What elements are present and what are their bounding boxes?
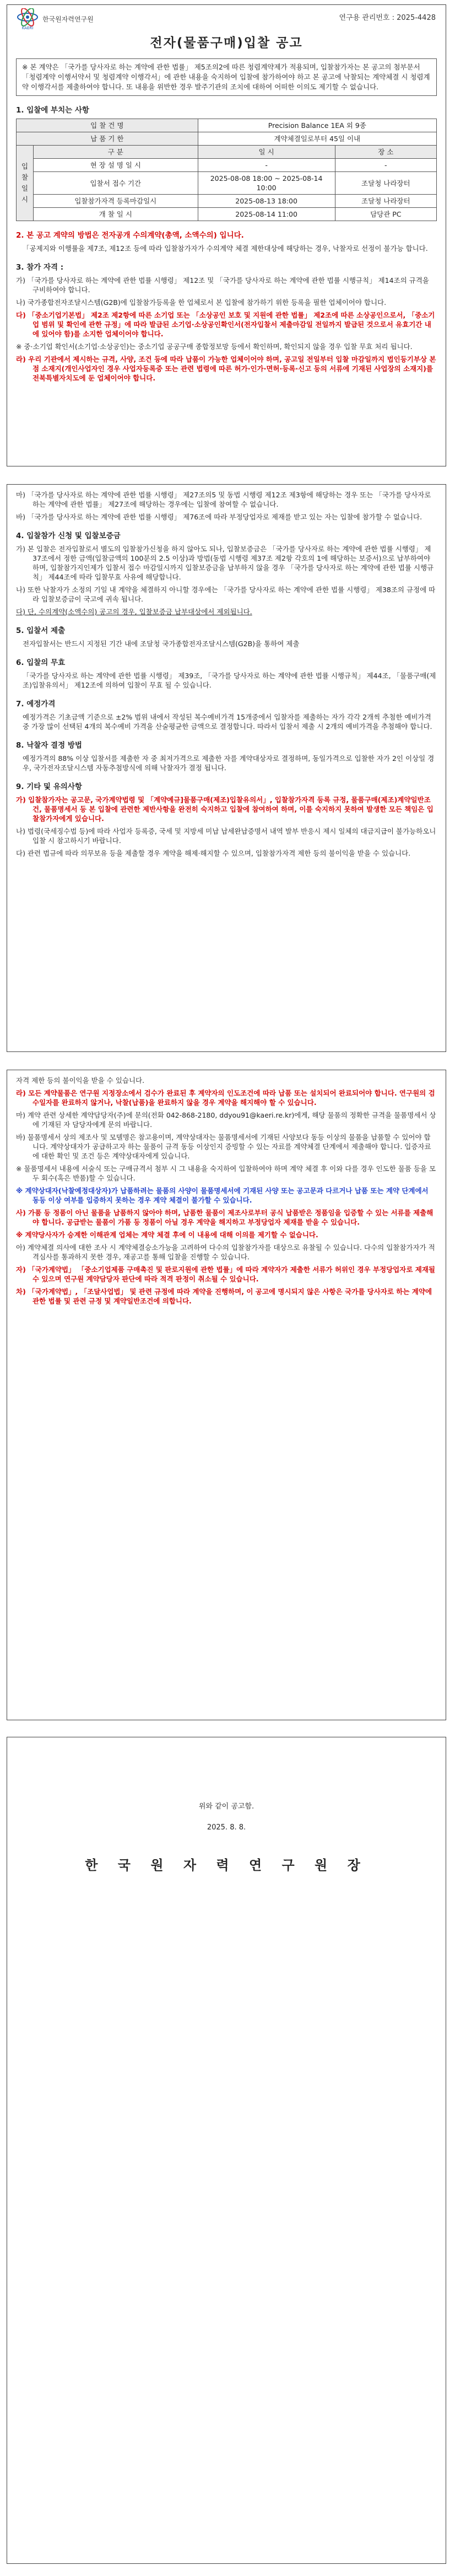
row-datetime: 2025-08-08 18:00 ~ 2025-08-14 10:00: [198, 172, 335, 195]
section-8-title: 8. 낙찰자 결정 방법: [16, 741, 82, 750]
row-datetime: 2025-08-13 18:00: [198, 195, 335, 208]
row-place: -: [335, 159, 436, 172]
row-datetime: 2025-08-14 11:00: [198, 208, 335, 221]
value-bid-name: Precision Balance 1EA 외 9종: [198, 119, 436, 132]
list-item: ※ 계약상대자(낙찰예정대상자)가 납품하려는 물품의 사양이 물품명세서에 기재된 사양 또는 공고문과 다르거나 납품 또는 계약 단계에서 동등 이상 여부를 입증하지 못하는 경우 계약 체결이 불가할 수 있습니다.: [16, 1187, 429, 1204]
table-row: [17, 172, 437, 195]
section-9-continued: [16, 1076, 437, 1306]
table-row: [17, 159, 437, 172]
kaeri-logo: [15, 8, 94, 30]
section-3-title: 3. 참가 자격 :: [16, 263, 64, 272]
row-key: 개 찰 일 시: [34, 208, 198, 221]
notice-page-4: [7, 1737, 446, 2564]
list-item: 가) 「국가를 당사자로 하는 계약에 관한 법률 시행령」 제12조 및 「국가를 당사자로 하는 계약에 관한 법률 시행규칙」 제14조의 규격을 구비하여야 합니다.: [16, 276, 429, 294]
list-item: 다) 단, 수의계약(소액수의) 공고의 경우, 입찰보증금 납부대상에서 제외됩니다.: [16, 608, 252, 616]
list-item: 사) 가품 등 정품이 아닌 물품을 납품하지 않아야 하며, 납품한 물품이 제조사로부터 공식 납품받은 정품임을 입증할 수 있는 서류를 제출해야 합니다. 공급받는 물품이 가품 등 정품이 아닐 경우 계약을 해지하고 부정당업자 제재를 받을 수 있습니다.: [16, 1209, 434, 1226]
header: [7, 5, 446, 33]
section-5-title: 5. 입찰서 제출: [16, 626, 66, 635]
col-header-datetime: 일 시: [198, 146, 335, 159]
list-item: 마) 계약 관련 상세한 계약담당자(주)에 문의(전화 042-868-2180, ddyou91@kaeri.re.kr)에게, 해당 물품의 정확한 규격을 물품명세서 상에 기재된 자 담당자에게 문의 바랍니다.: [16, 1111, 436, 1129]
closing-date: 2025. 8. 8.: [207, 1823, 246, 1832]
list-item: 바) 「국가를 당사자로 하는 계약에 관한 법률 시행령」 제76조에 따라 부정당업자로 제재를 받고 있는 자는 입찰에 참가할 수 없습니다.: [16, 513, 422, 521]
list-item: 나) 국가종합전자조달시스템(G2B)에 입찰참가등록을 한 업체로서 본 입찰에 참가하기 위한 등록을 필한 업체이어야 합니다.: [16, 298, 387, 307]
row-place: 담당관 PC: [335, 208, 436, 221]
row-place: 조달청 나라장터: [335, 195, 436, 208]
list-item: 다) 관련 법규에 따라 의무보유 등을 제출할 경우 계약을 해제·해지할 수 있으며, 입찰참가자격 제한 등의 불이익을 받을 수 있습니다.: [16, 849, 411, 857]
section-7: [16, 700, 437, 731]
section-8-body: 예정가격의 88% 이상 입찰서를 제출한 자 중 최저가격으로 제출한 자를 계약대상자로 결정하며, 동일가격으로 입찰한 자가 2인 이상일 경우, 국가전자조달시스템 자동추첨방식에 의해 낙찰자가 결정 됩니다.: [23, 754, 435, 772]
list-item: 아) 계약체결 의사에 대한 조사 시 계약체결승소가능을 고려하여 다수의 입찰참가자를 대상으로 유찰될 수 있습니다. 다수의 입찰참가자가 적격심사를 통과하지 못한 경우, 재공고를 통해 입찰을 진행할 수 있습니다.: [16, 1243, 435, 1261]
section-2-title: 2. 본 공고 계약의 방법은 전자공개 수의계약(총액, 소액수의) 입니다.: [16, 231, 244, 240]
notice-page-2: [7, 484, 446, 1052]
section-6-title: 6. 입찰의 무효: [16, 658, 66, 667]
section-7-title: 7. 예정가격: [16, 700, 56, 709]
list-item: 나) 또한 낙찰자가 소정의 기일 내 계약을 체결하지 아니할 경우에는 「국가를 당사자로 하는 계약에 관한 법률 시행령」 제38조의 규정에 따라 입찰보증금이 국고에 귀속 됩니다.: [16, 586, 436, 603]
notice-page-1: [7, 4, 446, 466]
section-4: [16, 532, 437, 616]
page-title: 전자(물품구매)입찰 공고: [150, 36, 303, 50]
label-bid-name: 입 찰 건 명: [17, 119, 198, 132]
section-5-body: 전자입찰서는 반드시 지정된 기간 내에 조달청 국가종합전자조달시스템(G2B)을 통하여 제출: [23, 640, 300, 648]
section-3: [16, 263, 437, 383]
closing-signature: 한 국 원 자 력 연 구 원 장: [85, 1858, 368, 1873]
list-item: 바) 물품명세서 상의 제조사 및 모델명은 참고용이며, 계약상대자는 물품명세서에 기재된 사양보다 동등 이상의 물품을 납품할 수 있어야 합니다. 계약상대자가 공급하고자 하는 물품이 규격 동등 이상인지 증빙할 수 있는 자료를 계약체결 단계에서 제출해야 합니다. 입증자료에 대한 확인 및 조건 등은 계약상대자에게 있습니다.: [16, 1133, 431, 1160]
org-name: 한국원자력연구원: [42, 15, 94, 23]
table-row: [17, 195, 437, 208]
row-key: 현 장 설 명 일 시: [34, 159, 198, 172]
list-item: 마) 「국가를 당사자로 하는 계약에 관한 법률 시행령」 제27조의5 및 동법 시행령 제12조 제3항에 해당하는 경우 또는 「국가를 당사자로 하는 계약에 관한 법률」 제27조에 해당하는 경우에는 입찰에 참여할 수 없습니다.: [16, 491, 431, 508]
row-key: 입찰참가자격 등록마감일시: [34, 195, 198, 208]
list-item: 차) 「국가계약법」, 「조달사업법」 및 관련 규정에 따라 계약을 진행하며, 이 공고에 명시되지 않은 사항은 국가를 당사자로 하는 계약에 관한 법률 및 관련 규정 및 계약일반조건에 의합니다.: [16, 1287, 432, 1305]
section-9: [16, 782, 437, 858]
section-2-body: 「공제지와 이행률을 제7조, 제12조 등에 따라 입찰참가자가 수의계약 체결 제한대상에 해당하는 경우, 낙찰자로 선정이 불가능 합니다.: [23, 244, 428, 253]
integrity-notice: ※ 본 계약은 「국가를 당사자로 하는 계약에 관한 법률」 제5조의2에 따른 청렴계약제가 적용되며, 입찰참가자는 본 공고의 첨부문서 「청렴계약 이행서약서 및 청렴계약 이행각서」에 관한 내용을 숙지하여 입찰에 참가하여야 하고 본 공고에 낙찰되는 계약체결 시 청렴계약 이행각서를 제출하여야 합니다. 또 내용을 위반한 경우 발주기관의 조치에 대하여 어떠한 이의도 제기할 수 없습니다.: [16, 58, 437, 96]
section-3-continued: [16, 490, 437, 522]
list-item: ※ 계약당사자가 승계한 이해관계 업체는 계약 체결 후에 이 내용에 대해 이의를 제기할 수 없습니다.: [16, 1231, 318, 1239]
list-item: ※ 중·소기업 확인서(소기업·소상공인)는 중소기업 공공구매 종합정보망 등에서 확인하며, 확인되지 않을 경우 입찰 무효 처리 됩니다.: [16, 342, 413, 351]
document-number: 연구용 관리번호 : 2025-4428: [339, 14, 436, 22]
bid-info-table: [16, 119, 437, 221]
kaeri-logo-icon: [15, 8, 40, 30]
section-1: [16, 106, 437, 221]
notice-page-3: [7, 1070, 446, 1720]
closing-statement: 위와 같이 공고함.: [198, 1802, 254, 1811]
section-4-title: 4. 입찰참가 신청 및 입찰보증금: [16, 532, 121, 540]
row-datetime: -: [198, 159, 335, 172]
section-5: [16, 626, 437, 648]
list-item: ※ 물품명세서 내용에 서술식 또는 구매규격서 첨부 시 그 내용을 숙지하여 입찰하여야 하며 계약 체결 후 이와 다를 경우 인도한 물품 등을 모두 회수(혹은 반품)할 수 있습니다.: [16, 1164, 436, 1182]
col-header-place: 장 소: [335, 146, 436, 159]
svg-text:KAERI: KAERI: [21, 26, 34, 30]
table-row: [17, 208, 437, 221]
section-2: [16, 231, 437, 253]
section-7-body: 예정가격은 기초금액 기준으로 ±2% 범위 내에서 작성된 복수예비가격 15개중에서 입찰자를 제출하는 자가 각각 2개씩 추첨한 예비가격 중 가장 많이 선택된 4개의 복수예비 가격을 산술평균한 금액으로 결정합니다. 따라서 입찰서 제출 시 2개의 예비가격을 추첨해야 합니다.: [23, 713, 432, 731]
list-item: 가) 본 입찰은 전자입찰로서 별도의 입찰참가신청을 하지 않아도 되나, 입찰보증금은 「국가를 당사자로 하는 계약에 관한 법률 시행령」 제37조에서 정한 금액(입찰금액의 100분의 2.5 이상)과 방법(동법 시행령 제37조 제2항 각호의 1에 해당하는 보증서)으로 납부하여야 하며, 입찰참가지인제가 입찰서 접수 마감일시까지 입찰보증금을 납부하지 않을 경우 「국가를 당사자로 하는 계약에 관한 법률 시행규칙」 제44조에 따라 입찰무효 사유에 해당합니다.: [16, 545, 434, 581]
list-item: 나) 법령(국세징수법 등)에 따라 사업자 등록증, 국세 및 지방세 미납 납세완납증명서 내역 발부 반응시 제시 일체의 대금지급이 불가능하오니 입찰 시 참고하시기 바랍니다.: [16, 827, 436, 845]
section-8: [16, 741, 437, 772]
section-1-title: 1. 입찰에 부치는 사항: [16, 106, 89, 115]
row-key: 입찰서 접수 기간: [34, 172, 198, 195]
list-item: 자격 제한 등의 불이익을 받을 수 있습니다.: [16, 1076, 145, 1085]
list-item: 라) 우리 기관에서 제시하는 규격, 사양, 조건 등에 따라 납품이 가능한 업체이어야 하며, 공고일 전일부터 입찰 마감일까지 법인등기부상 본점 소재지(개인사업자인 경우 사업자등록증 또는 관련 법령에 따른 허가·인가·면허·등록·신고 등의 서류에 기재된 사업장의 소재지)를 전북특별자치도에 둔 업체이어야 합니다.: [16, 355, 436, 382]
list-item: 다) 「중소기업기본법」 제2조 제2항에 따른 소기업 또는 「소상공인 보호 및 지원에 관한 법률」 제2조에 따른 소상공인으로서, 「중소기업 범위 및 확인에 관한 규정」에 따라 발급된 소기업·소상공인확인서(전자입찰서 제출마감일 전일까지 발급된 것으로서 유효기간 내에 있어야 함)를 소지한 업체이어야 합니다.: [16, 311, 435, 338]
label-delivery: 납 품 기 한: [17, 132, 198, 146]
list-item: 자) 「국가계약법」 「중소기업제품 구매촉진 및 판로지원에 관한 법률」에 따라 계약자가 제출한 서류가 허위인 경우 부정당업자로 제재될 수 있으며 연구원 계약담당자 판단에 따라 적격 판정이 취소될 수 있습니다.: [16, 1265, 435, 1283]
label-bid-schedule: 입 찰 일 시: [17, 146, 34, 221]
col-header-category: 구 분: [34, 146, 198, 159]
section-9-title: 9. 기타 및 유의사항: [16, 782, 82, 791]
list-item: 가) 입찰참가자는 공고문, 국가계약법령 및 「계약예규]물품구매(제조)입찰유의서」, 입찰참가자격 등록 규정, 물품구매(제조)계약일반조건, 물품명세서 등 본 입찰에 관련한 제반사항을 완전히 숙지하고 입찰에 참여하여 하며, 이를 숙지하지 못하여 발생한 모든 책임은 입찰참가자에게 있습니다.: [16, 796, 434, 823]
section-6-body: 「국가를 당사자로 하는 계약에 관한 법률 시행령」 제39조, 「국가를 당사자로 하는 계약에 관한 법률 시행규칙」 제44조, 「물품구매(제조)입찰유의서」 제12조에 의하여 입찰이 무효 될 수 있습니다.: [23, 672, 436, 689]
row-place: 조달청 나라장터: [335, 172, 436, 195]
section-6: [16, 658, 437, 690]
list-item: 라) 모든 계약물품은 연구원 지정장소에서 검수가 완료된 후 계약자의 인도조건에 따라 납품 또는 설치되어 완료되어야 합니다. 연구원의 검수일자를 완료하지 않거나, 낙찰(납품)을 완료하지 않을 경우 계약을 해지해야 할 수 있습니다.: [16, 1089, 435, 1107]
value-delivery: 계약체결일로부터 45일 이내: [198, 132, 436, 146]
